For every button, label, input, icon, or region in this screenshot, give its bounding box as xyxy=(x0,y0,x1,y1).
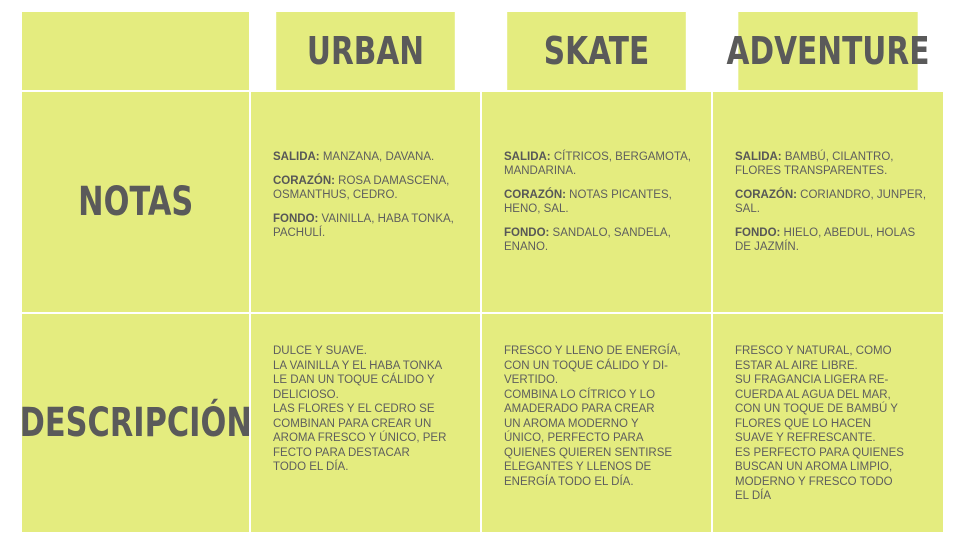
notes-cell-skate xyxy=(482,92,711,312)
notes-fondo: FONDO: SANDALO, SANDELA, ENANO. xyxy=(504,227,671,253)
description-cell-skate xyxy=(482,314,711,532)
row-header-notas xyxy=(22,92,249,312)
notes-fondo: FONDO: VAINILLA, HABA TONKA, PACHULÍ. xyxy=(273,213,454,239)
column-header-adventure: ADVENTURE xyxy=(738,12,917,90)
description-text: FRESCO Y NATURAL, COMO ESTAR AL AIRE LIBRE. SU FRAGANCIA LIGERA RE- CUERDA AL AGUA DEL MAR, CON UN TOQUE DE BAMBÚ Y FLORES QUE LO HACEN SUAVE Y REFRESCANTE. ES PERFECTO PARA QUIENES BUSCAN UN AROMA LIMPIO, MODERNO Y FRESCO TODO EL DÍA xyxy=(735,345,904,502)
notes-corazon: CORAZÓN: ROSA DAMASCENA, OSMANTHUS, CEDRO. xyxy=(273,175,450,201)
description-cell-urban xyxy=(251,314,480,532)
notes-corazon: CORAZÓN: CORIANDRO, JUNPER, SAL. xyxy=(735,189,927,215)
description-cell-adventure xyxy=(713,314,943,532)
notes-salida: SALIDA: CÍTRICOS, BERGAMOTA, MANDARINA. xyxy=(504,151,691,177)
row-header-descripcion-label: DESCRIPCIÓN xyxy=(19,400,252,446)
row-header-notas-label: NOTAS xyxy=(77,179,194,225)
description-text: FRESCO Y LLENO DE ENERGÍA, CON UN TOQUE CÁLIDO Y DI- VERTIDO. COMBINA LO CÍTRICO Y LO AMADERADO PARA CREAR UN AROMA MODERNO Y ÚNICO, PERFECTO PARA QUIENES QUIEREN SENTIRSE ELEGANTES Y LLENOS DE ENERGÍA TODO EL DÍA. xyxy=(504,345,681,488)
row-header-descripcion xyxy=(19,314,252,532)
notes-salida: SALIDA: BAMBÚ, CILANTRO, FLORES TRANSPARENTES. xyxy=(735,151,894,177)
notes-fondo: FONDO: HIELO, ABEDUL, HOLAS DE JAZMÍN. xyxy=(735,227,916,253)
column-header-skate: SKATE xyxy=(507,12,686,90)
notes-salida: SALIDA: MANZANA, DAVANA. xyxy=(273,151,435,163)
corner-cell xyxy=(22,12,249,90)
description-text: DULCE Y SUAVE. LA VAINILLA Y EL HABA TONKA LE DAN UN TOQUE CÁLIDO Y DELICIOSO. LAS FLORES Y EL CEDRO SE COMBINAN PARA CREAR UN AROMA FRESCO Y ÚNICO, PER FECTO PARA DESTACAR TODO EL DÍA. xyxy=(273,345,447,473)
column-header-urban: URBAN xyxy=(276,12,455,90)
notes-cell-urban xyxy=(251,92,480,312)
notes-cell-adventure xyxy=(713,92,943,312)
fragrance-table xyxy=(19,12,937,528)
notes-corazon: CORAZÓN: NOTAS PICANTES, HENO, SAL. xyxy=(504,189,672,215)
